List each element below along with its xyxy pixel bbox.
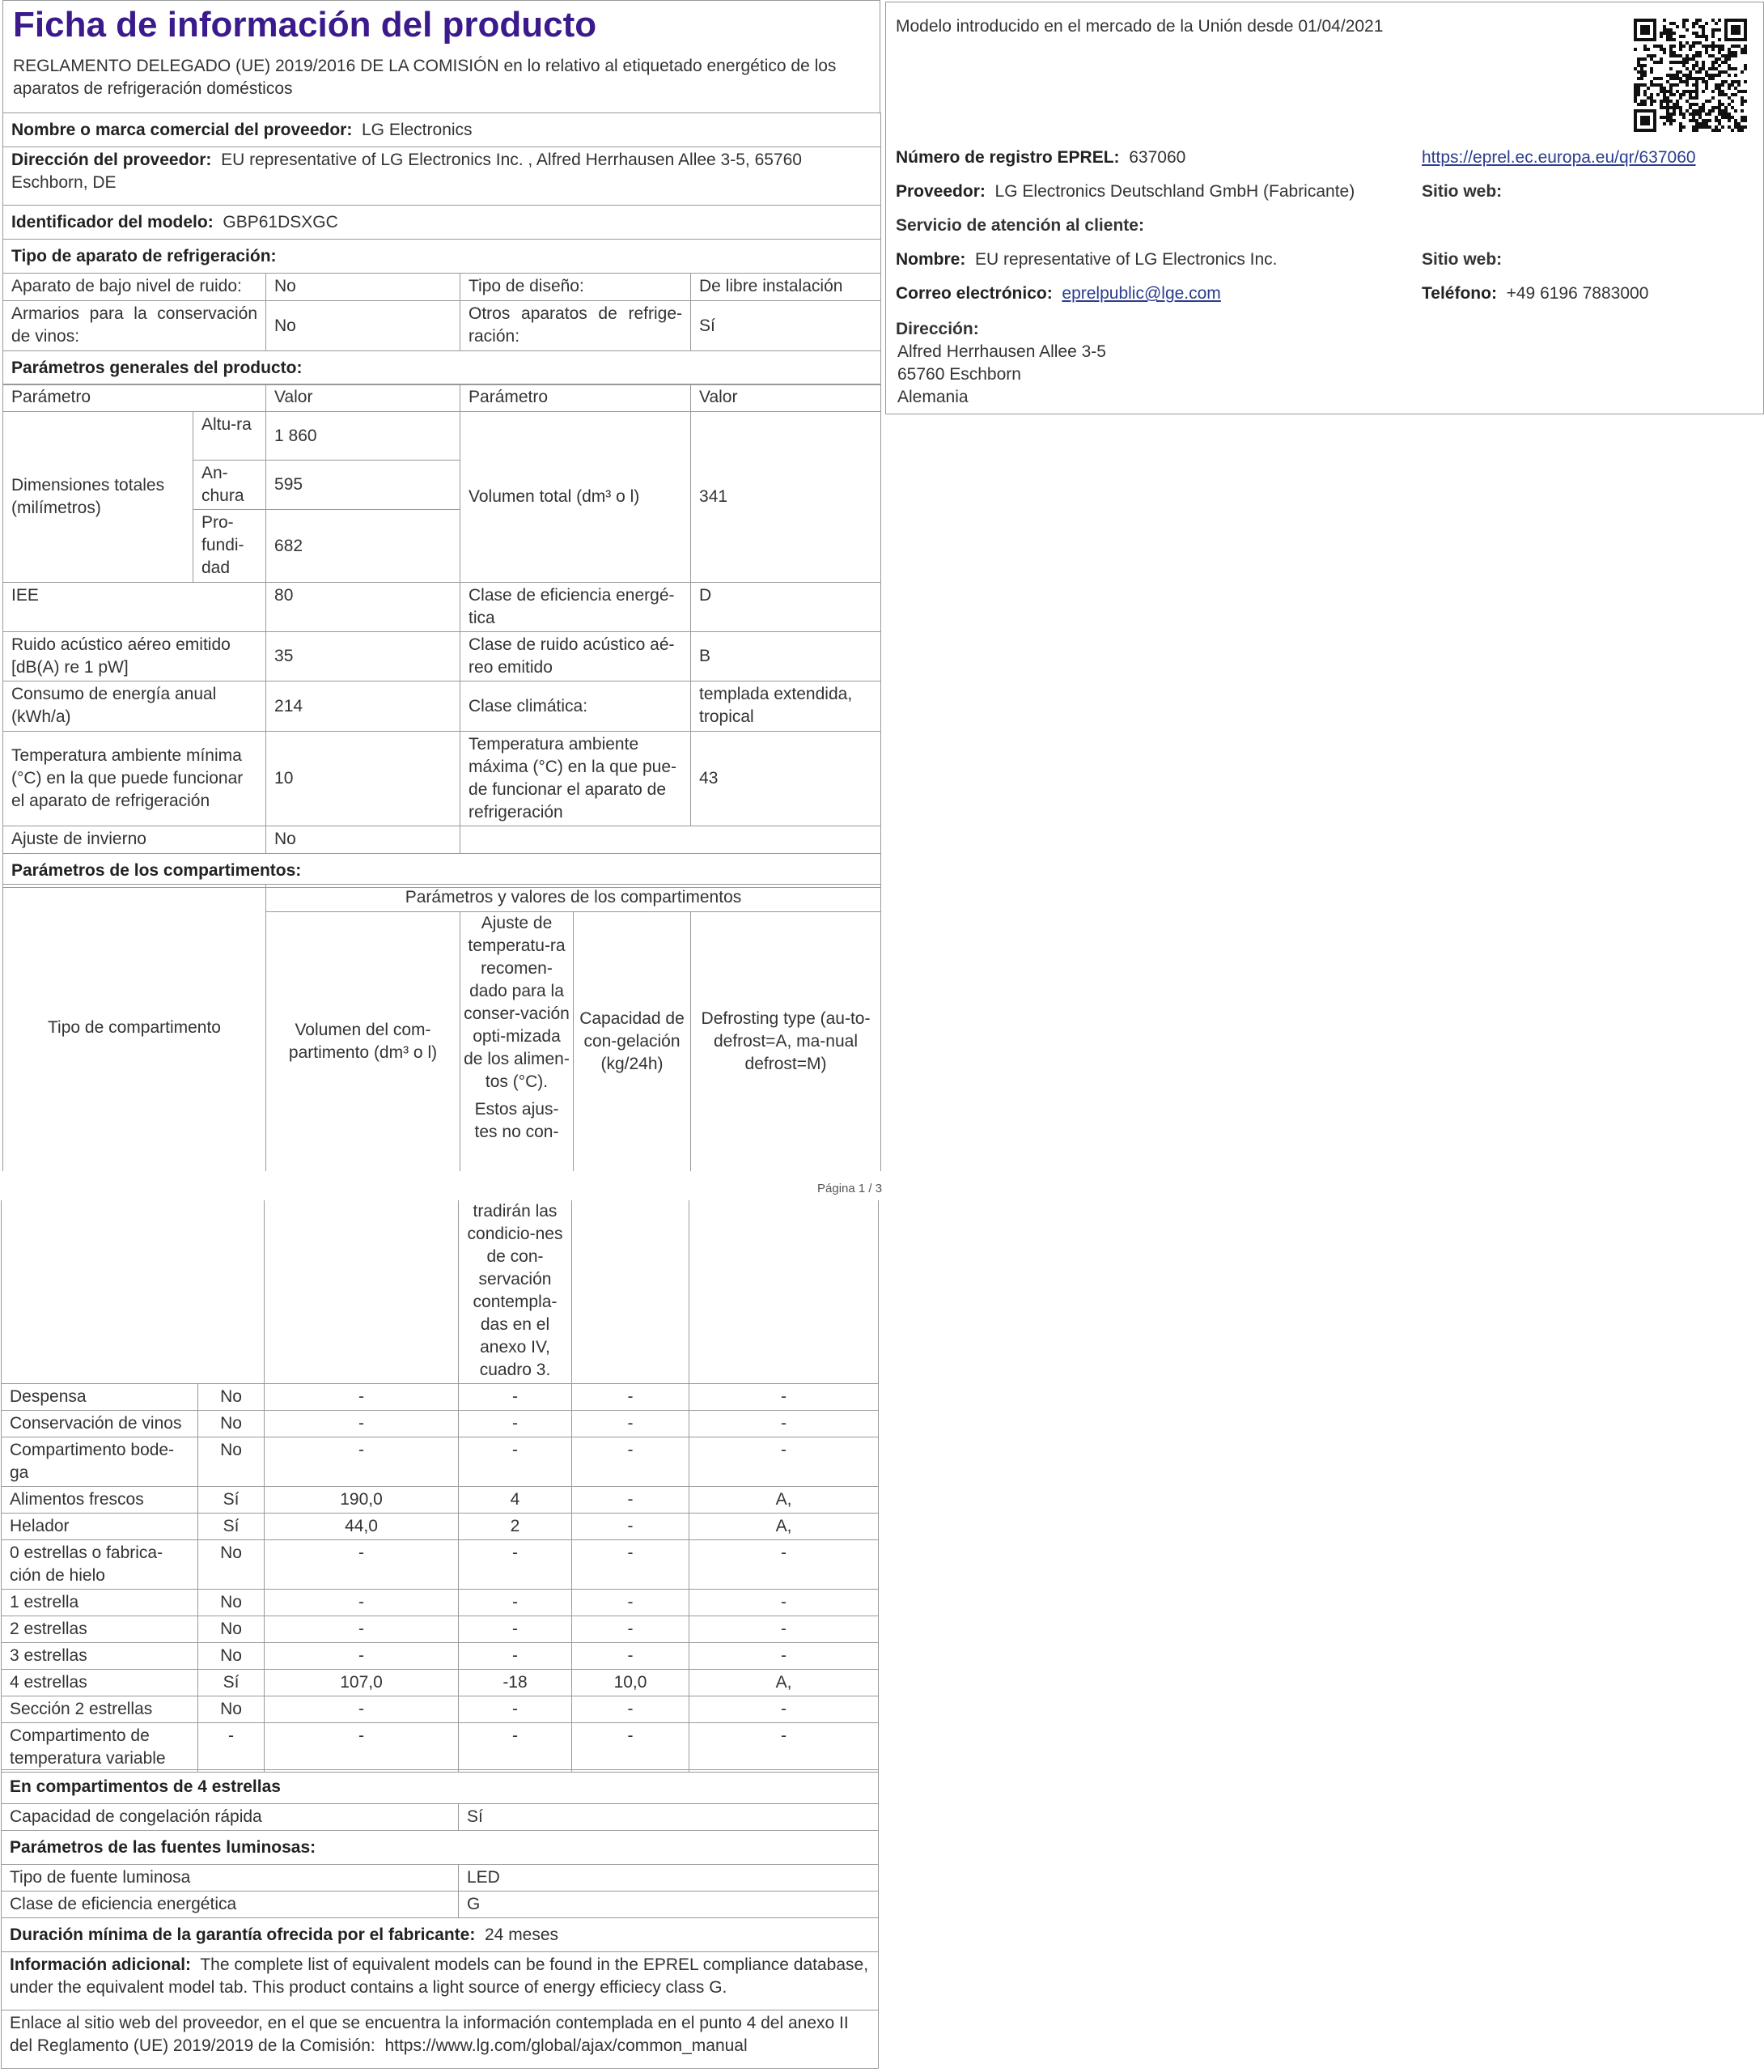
- compartment-present: No: [198, 1616, 265, 1642]
- type-section-label: Tipo de aparato de refrigeración:: [3, 240, 881, 274]
- depth-value: 682: [266, 510, 460, 583]
- compartment-defrost: -: [689, 1696, 879, 1722]
- compartment-volume: 190,0: [265, 1486, 459, 1513]
- compartment-freeze: -: [572, 1589, 689, 1616]
- col-temp-text-2: Estos ajus-tes no con-: [474, 1100, 559, 1141]
- compartments-table: [1, 1200, 879, 1773]
- compartment-temp: -: [459, 1383, 572, 1410]
- param-label: Clase climática:: [460, 681, 691, 732]
- light-type-value: LED: [459, 1865, 879, 1892]
- additional-info-row: Información adicional: The complete list of equivalent models can be found in the EPREL compliance database, under the equivalent model tab. This product contains a light source of energy efficiecy class G.: [2, 1952, 879, 2010]
- website-label-2: Sitio web:: [1422, 250, 1503, 269]
- compartment-temp: 2: [459, 1513, 572, 1539]
- col-temp-header: [460, 912, 574, 1171]
- compartment-volume: -: [265, 1696, 459, 1722]
- compartment-row: [2, 1437, 879, 1486]
- param-label: Temperatura ambiente mínima (°C) en la que puede funcionar el aparato de refrigeración: [3, 732, 266, 826]
- param-value: D: [691, 583, 881, 632]
- address-line: 65760 Eschborn: [897, 365, 1021, 384]
- compartment-present: No: [198, 1589, 265, 1616]
- volume-label: Volumen total (dm³ o l): [460, 412, 691, 583]
- compartments-section-label: Parámetros de los compartimentos:: [3, 854, 881, 888]
- param-label: Consumo de energía anual (kWh/a): [3, 681, 266, 732]
- width-value: 595: [266, 461, 460, 510]
- compartment-volume: -: [265, 1383, 459, 1410]
- type-row-label: Armarios para la conservación de vinos:: [3, 301, 266, 351]
- compartment-freeze: 10,0: [572, 1669, 689, 1696]
- col-header-param: Parámetro: [3, 384, 266, 412]
- supplier-name-row: Nombre o marca comercial del proveedor: LG Electronics: [3, 113, 881, 147]
- light-class-label: Clase de eficiencia energética: [2, 1892, 459, 1918]
- bottom-table: [1, 1769, 879, 2069]
- col-header-param: Parámetro: [460, 384, 691, 412]
- compartment-temp: -: [459, 1589, 572, 1616]
- empty-cell: [689, 1200, 879, 1383]
- type-row-value: No: [266, 301, 460, 351]
- address-line: Alemania: [897, 388, 969, 406]
- col-header-value: Valor: [266, 384, 460, 412]
- page-number: Página 1 / 3: [817, 1182, 883, 1195]
- compartment-row: [2, 1486, 879, 1513]
- compartment-defrost: -: [689, 1437, 879, 1486]
- compartment-name: Helador: [2, 1513, 198, 1539]
- address-line: Alfred Herrhausen Allee 3-5: [897, 342, 1106, 361]
- group-header: Parámetros y valores de los compartimentos: [266, 885, 881, 912]
- customer-service-label: Servicio de atención al cliente:: [896, 216, 1144, 235]
- contact-name-row: Nombre: EU representative of LG Electronics Inc.: [896, 250, 1278, 269]
- empty-cell: [572, 1200, 689, 1383]
- param-value: 10: [266, 732, 460, 826]
- compartment-freeze: -: [572, 1722, 689, 1772]
- compartment-temp: 4: [459, 1486, 572, 1513]
- compartment-name: Compartimento de temperatura variable: [2, 1722, 198, 1772]
- compartments-header-table: [2, 884, 881, 1171]
- eprel-link[interactable]: https://eprel.ec.europa.eu/qr/637060: [1422, 148, 1696, 167]
- width-label: An-chura: [193, 461, 266, 510]
- empty-cell: [265, 1200, 459, 1383]
- compartment-defrost: -: [689, 1642, 879, 1669]
- compartment-present: No: [198, 1437, 265, 1486]
- compartment-present: No: [198, 1383, 265, 1410]
- compartment-volume: -: [265, 1642, 459, 1669]
- compartment-volume: -: [265, 1722, 459, 1772]
- compartment-row: [2, 1410, 879, 1437]
- provider-row: Proveedor: LG Electronics Deutschland GmbH (Fabricante): [896, 182, 1355, 201]
- col-header-value: Valor: [691, 384, 881, 412]
- type-row-label: Otros aparatos de refrige-ración:: [460, 301, 691, 351]
- compartment-volume: -: [265, 1539, 459, 1589]
- col-temp-text-1: Ajuste de temperatu-ra recomen-dado para la conser-vación opti-mizada de los alimen-tos (°C).: [464, 914, 570, 1091]
- compartment-defrost: A,: [689, 1486, 879, 1513]
- general-section-label: Parámetros generales del producto:: [3, 351, 881, 385]
- empty-cell: [460, 826, 881, 854]
- compartment-name: 3 estrellas: [2, 1642, 198, 1669]
- param-label: Clase de eficiencia energé-tica: [460, 583, 691, 632]
- manual-link[interactable]: https://www.lg.com/global/ajax/common_manual: [384, 2036, 748, 2055]
- model-row: Identificador del modelo: GBP61DSXGC: [3, 206, 881, 240]
- compartment-temp: -: [459, 1696, 572, 1722]
- compartment-defrost: -: [689, 1410, 879, 1437]
- compartment-temp: -: [459, 1539, 572, 1589]
- compartment-present: No: [198, 1696, 265, 1722]
- compartment-name: 2 estrellas: [2, 1616, 198, 1642]
- email-link[interactable]: eprelpublic@lge.com: [1062, 284, 1221, 303]
- param-label: IEE: [3, 583, 266, 632]
- compartment-row: [2, 1722, 879, 1772]
- col-defrost-header: Defrosting type (au-to-defrost=A, ma-nual defrost=M): [691, 912, 881, 1171]
- compartment-freeze: -: [572, 1437, 689, 1486]
- empty-cell: [2, 1200, 265, 1383]
- compartment-temp: -18: [459, 1669, 572, 1696]
- compartment-temp: -: [459, 1642, 572, 1669]
- compartment-present: No: [198, 1539, 265, 1589]
- compartment-row: [2, 1642, 879, 1669]
- compartment-present: -: [198, 1722, 265, 1772]
- compartment-defrost: -: [689, 1616, 879, 1642]
- fast-freeze-value: Sí: [459, 1804, 879, 1831]
- col-type-header: Tipo de compartimento: [3, 885, 266, 1171]
- address-label: Dirección:: [896, 320, 979, 338]
- compartment-row: [2, 1513, 879, 1539]
- param-label: Ruido acústico aéreo emitido [dB(A) re 1 pW]: [3, 632, 266, 681]
- eprel-box: [885, 2, 1764, 414]
- qr-code-icon[interactable]: [1634, 19, 1747, 132]
- type-row-value: No: [266, 274, 460, 301]
- compartment-name: Compartimento bode-ga: [2, 1437, 198, 1486]
- four-star-section-label: En compartimentos de 4 estrellas: [2, 1770, 879, 1804]
- light-type-label: Tipo de fuente luminosa: [2, 1865, 459, 1892]
- type-row-value: De libre instalación: [691, 274, 881, 301]
- website-label: Sitio web:: [1422, 182, 1503, 201]
- compartment-volume: -: [265, 1437, 459, 1486]
- compartment-defrost: -: [689, 1722, 879, 1772]
- supplier-table: [2, 113, 881, 385]
- compartment-freeze: -: [572, 1486, 689, 1513]
- compartment-defrost: -: [689, 1589, 879, 1616]
- compartment-temp: -: [459, 1410, 572, 1437]
- eprel-number-row: Número de registro EPREL: 637060: [896, 148, 1186, 167]
- compartment-defrost: -: [689, 1383, 879, 1410]
- compartment-temp: -: [459, 1616, 572, 1642]
- email-row: Correo electrónico: eprelpublic@lge.com: [896, 284, 1221, 303]
- compartment-freeze: -: [572, 1383, 689, 1410]
- page-title: Ficha de información del producto: [13, 5, 597, 45]
- dimensions-label: Dimensiones totales (milímetros): [3, 412, 193, 583]
- compartment-name: Conservación de vinos: [2, 1410, 198, 1437]
- light-section-label: Parámetros de las fuentes luminosas:: [2, 1831, 879, 1865]
- supplier-link-row: Enlace al sitio web del proveedor, en el que se encuentra la información contemplada en el punto 4 del anexo II del Reglamento (UE) 2019/2019 de la Comisión: https://www.lg.com/global/ajax/common_manual: [2, 2010, 879, 2069]
- phone-row: Teléfono: +49 6196 7883000: [1422, 284, 1649, 303]
- compartment-row: [2, 1539, 879, 1589]
- param-label: Temperatura ambiente máxima (°C) en la que pue-de funcionar el aparato de refrigeración: [460, 732, 691, 826]
- type-row-value: Sí: [691, 301, 881, 351]
- compartment-freeze: -: [572, 1539, 689, 1589]
- compartment-present: No: [198, 1410, 265, 1437]
- supplier-address-row: Dirección del proveedor: EU representative of LG Electronics Inc. , Alfred Herrhausen Allee 3-5, 65760 Eschborn, DE: [3, 147, 881, 206]
- param-value: 43: [691, 732, 881, 826]
- fast-freeze-label: Capacidad de congelación rápida: [2, 1804, 459, 1831]
- depth-label: Pro-fundi-dad: [193, 510, 266, 583]
- general-table: [2, 384, 881, 888]
- compartment-freeze: -: [572, 1696, 689, 1722]
- param-value: 35: [266, 632, 460, 681]
- height-value: 1 860: [266, 412, 460, 461]
- regulation-text: REGLAMENTO DELEGADO (UE) 2019/2016 DE LA COMISIÓN en lo relativo al etiquetado energético de los aparatos de refrigeración domésticos: [13, 57, 837, 98]
- compartment-name: 4 estrellas: [2, 1669, 198, 1696]
- volume-value: 341: [691, 412, 881, 583]
- compartment-row: [2, 1616, 879, 1642]
- compartment-defrost: A,: [689, 1513, 879, 1539]
- col-temp-header-cont: tradirán las condicio-nes de con-servación contempla-das en el anexo IV, cuadro 3.: [459, 1200, 572, 1383]
- height-label: Altu-ra: [193, 412, 266, 461]
- compartment-present: No: [198, 1642, 265, 1669]
- compartment-freeze: -: [572, 1616, 689, 1642]
- compartment-name: 1 estrella: [2, 1589, 198, 1616]
- market-date: Modelo introducido en el mercado de la Unión desde 01/04/2021: [896, 17, 1384, 36]
- winter-label: Ajuste de invierno: [3, 826, 266, 854]
- compartment-present: Sí: [198, 1513, 265, 1539]
- type-row-label: Tipo de diseño:: [460, 274, 691, 301]
- compartment-volume: -: [265, 1589, 459, 1616]
- compartment-temp: -: [459, 1722, 572, 1772]
- compartment-volume: 107,0: [265, 1669, 459, 1696]
- compartment-volume: -: [265, 1410, 459, 1437]
- compartment-present: Sí: [198, 1486, 265, 1513]
- compartment-row: [2, 1589, 879, 1616]
- param-value: templada extendida, tropical: [691, 681, 881, 732]
- compartment-defrost: A,: [689, 1669, 879, 1696]
- compartment-temp: -: [459, 1437, 572, 1486]
- compartment-volume: -: [265, 1616, 459, 1642]
- compartment-row: [2, 1696, 879, 1722]
- compartment-row: [2, 1669, 879, 1696]
- param-value: 214: [266, 681, 460, 732]
- winter-value: No: [266, 826, 460, 854]
- compartment-name: Despensa: [2, 1383, 198, 1410]
- compartment-volume: 44,0: [265, 1513, 459, 1539]
- compartment-defrost: -: [689, 1539, 879, 1589]
- compartment-freeze: -: [572, 1410, 689, 1437]
- col-freeze-header: Capacidad de con-gelación (kg/24h): [574, 912, 691, 1171]
- param-value: B: [691, 632, 881, 681]
- warranty-row: Duración mínima de la garantía ofrecida por el fabricante: 24 meses: [2, 1918, 879, 1952]
- compartment-freeze: -: [572, 1513, 689, 1539]
- compartment-present: Sí: [198, 1669, 265, 1696]
- compartment-freeze: -: [572, 1642, 689, 1669]
- compartment-name: Alimentos frescos: [2, 1486, 198, 1513]
- param-value: 80: [266, 583, 460, 632]
- compartment-row: [2, 1383, 879, 1410]
- col-volume-header: Volumen del com-partimento (dm³ o l): [266, 912, 460, 1171]
- param-label: Clase de ruido acústico aé-reo emitido: [460, 632, 691, 681]
- compartment-name: 0 estrellas o fabrica-ción de hielo: [2, 1539, 198, 1589]
- compartment-name: Sección 2 estrellas: [2, 1696, 198, 1722]
- type-row-label: Aparato de bajo nivel de ruido:: [3, 274, 266, 301]
- light-class-value: G: [459, 1892, 879, 1918]
